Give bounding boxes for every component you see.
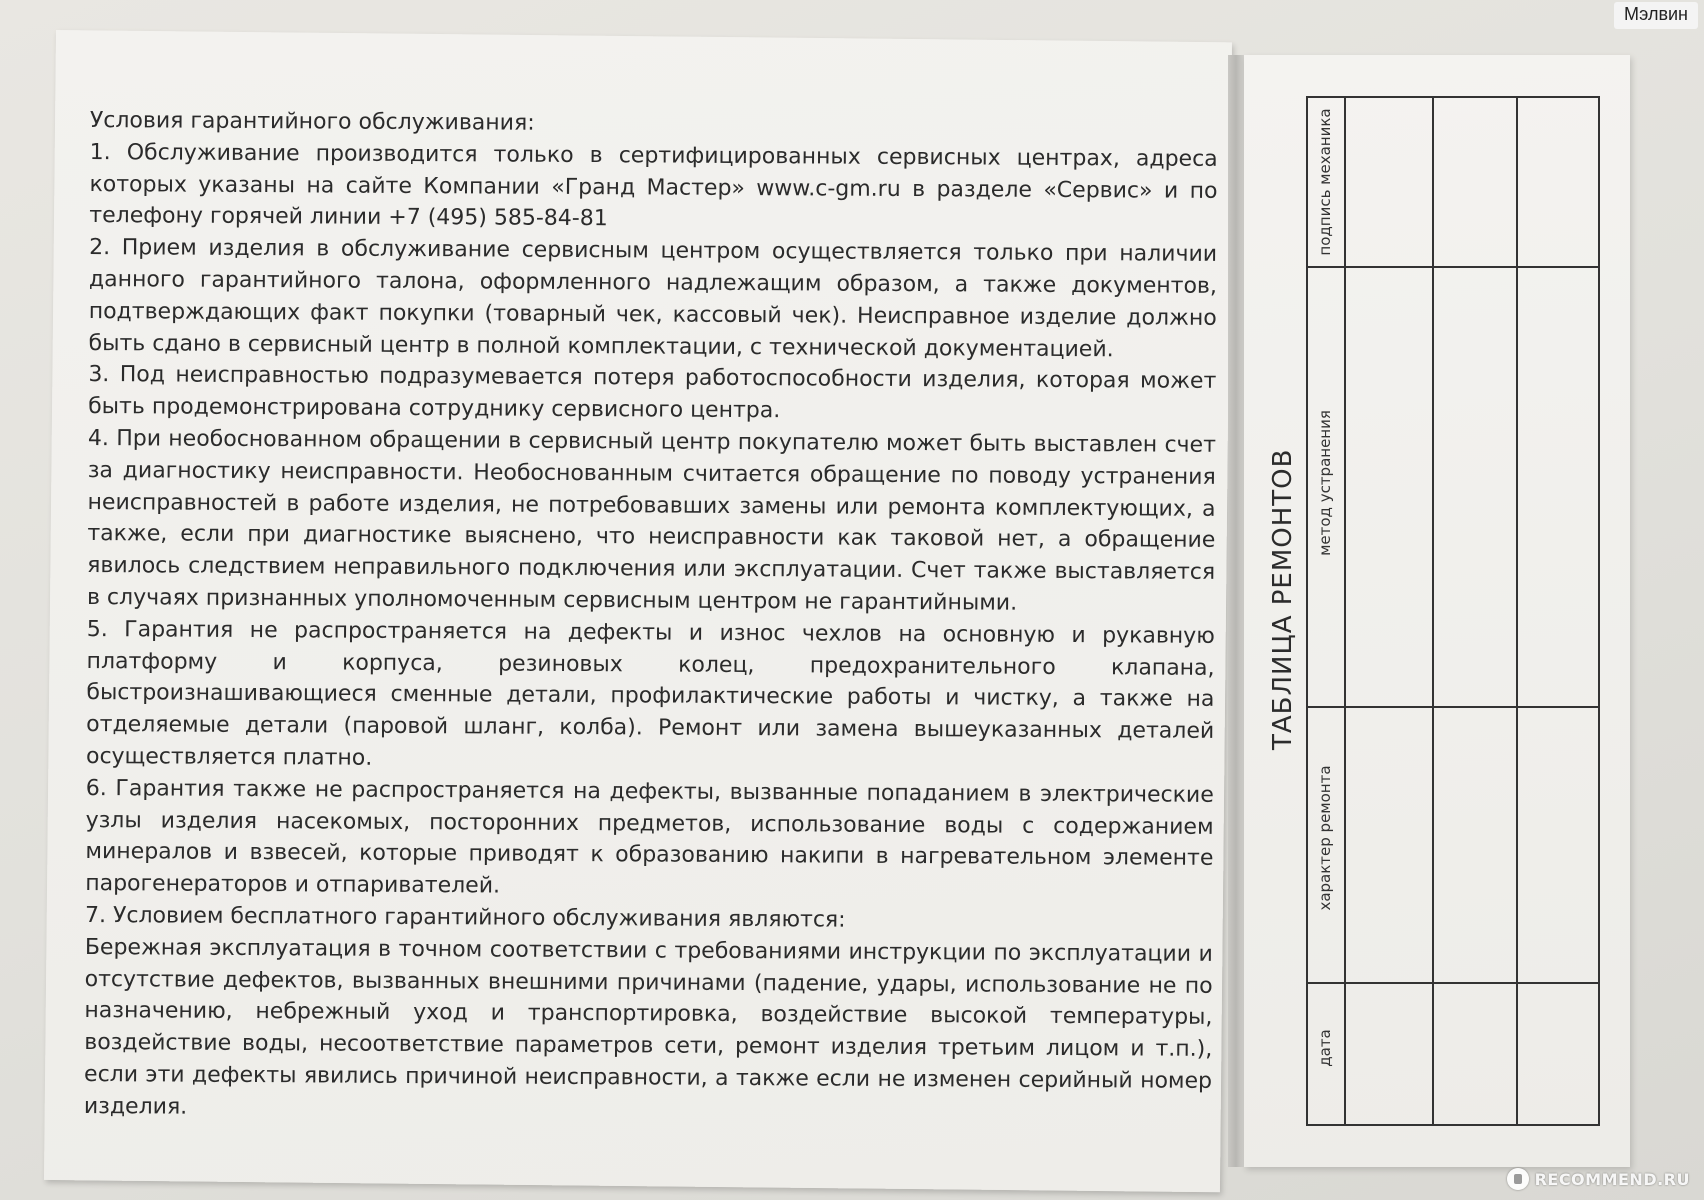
repair-table-header-divider — [1344, 98, 1346, 1124]
warranty-heading: Условия гарантийного обслуживания: — [89, 107, 535, 136]
warranty-item-4: 4. При необоснованном обращении в сервисный центр покупателю может быть выставлен счет за диагностику неисправности. Необоснованным считается обращение по поводу устранения неисправностей в работе изделия, не потребовавших замены или ремонта комплектующих, а также, если при диагностике выяснено, что неисправности как таковой нет, а обращение явилось следствием неправильного подключения или эксплуатации. Счет также выставляется в случаях признанных уполномоченным сервисным центром не гарантийными. — [86, 425, 1217, 616]
repair-table-header-fix-method: метод устранения — [1316, 410, 1334, 556]
repair-table-row-divider — [1308, 982, 1598, 984]
user-badge: Мэлвин — [1614, 2, 1698, 29]
repair-table-title: ТАБЛИЦА РЕМОНТОВ — [1268, 448, 1298, 750]
repair-table-row-divider — [1308, 706, 1598, 708]
repair-table-column-divider — [1432, 98, 1434, 1124]
repair-table-header-mechanic-signature: подпись механика — [1316, 108, 1334, 256]
repair-table — [1306, 96, 1600, 1126]
repair-table-header-date: дата — [1316, 1029, 1334, 1067]
watermark-text: RECOMMEND.RU — [1534, 1169, 1690, 1189]
recommend-watermark — [1507, 1168, 1690, 1190]
repair-table-row-divider — [1308, 266, 1598, 268]
warranty-item-7-details: Бережная эксплуатация в точном соответствии с требованиями инструкции по эксплуатации и отсутствие дефектов, вызванных внешними причинами (падение, удары, использование не по назначению, небрежный уход и транспортировка, воздействие высокой температуры, воздействие воды, несоответствие параметров сети, ремонт изделия третьим лицом и т.п.), если эти дефекты явились причиной неисправности, а также если не изменен серийный номер изделия. — [83, 934, 1213, 1120]
warranty-conditions-text — [84, 105, 1218, 1129]
warranty-item-2: 2. Прием изделия в обслуживание сервисным центром осуществляется только при наличии данного гарантийного талона, оформленного надлежащим образом, а также документов, подтверждающих факт покупки (товарный чек, кассовый чек). Неисправное изделие должно быть сдано в сервисный центр в полной комплектации, с технической документацией. — [88, 235, 1218, 362]
repair-table-header-repair-type: характер ремонта — [1316, 765, 1334, 911]
recommend-logo-icon — [1507, 1168, 1529, 1190]
warranty-item-6: 6. Гарантия также не распространяется на дефекты, вызванные попаданием в электрические узлы изделия насекомых, посторонних предметов, использование воды с содержанием минералов и взвесей, которые приводят к образованию накипи в нагревательном элементе парогенераторов и отпаривателей. — [85, 775, 1214, 899]
repair-table-column-divider — [1516, 98, 1518, 1124]
page-fold — [1228, 55, 1244, 1167]
warranty-item-5: 5. Гарантия не распространяется на дефекты и износ чехлов на основную и рукавную платформу и корпуса, резиновых колец, предохранительного клапана, быстроизнашивающиеся сменные детали, профилактические работы и чистку, а также на отделяемые детали (паровой шланг, колба). Ремонт или замена вышеуказанных деталей осуществляется платно. — [85, 616, 1215, 771]
warranty-item-3: 3. Под неисправностью подразумевается потеря работоспособности изделия, которая может быть продемонстрирована сотруднику сервисного центра. — [88, 362, 1217, 424]
warranty-item-7: 7. Условием бесплатного гарантийного обслуживания являются: — [84, 902, 846, 933]
warranty-item-1: 1. Обслуживание производится только в сертифицированных сервисных центрах, адреса которых указаны на сайте Компании «Гранд Мастер» www.c-gm.ru в разделе «Сервис» и по телефону горячей линии +7 (495) 585-84-81 — [89, 139, 1218, 232]
